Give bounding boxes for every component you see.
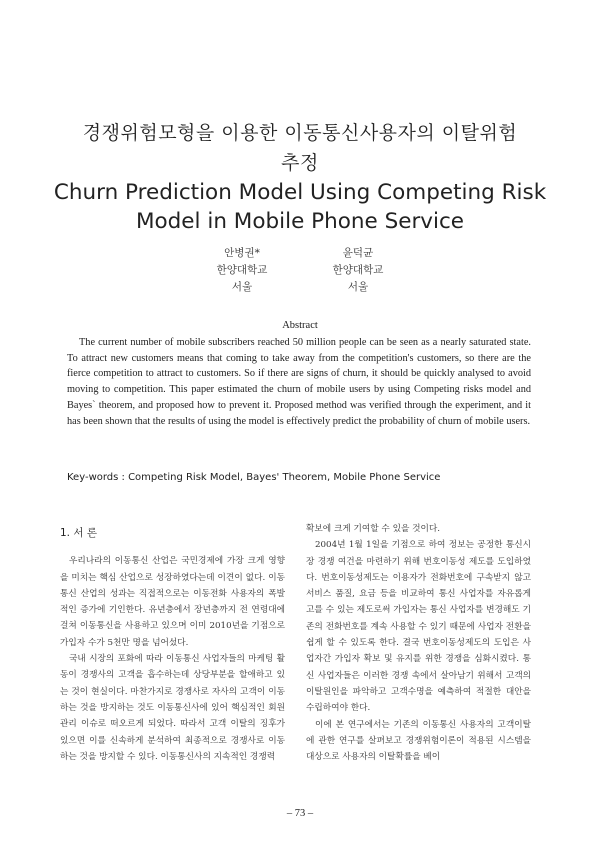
paragraph: 이에 본 연구에서는 기존의 이동통신 사용자의 고객이탈에 관한 연구를 살펴보고 경쟁위험이론이 적용된 시스템을 대상으로 사용자의 이탈확률을 베이 — [306, 719, 531, 763]
author-affiliation: 한양대학교 — [216, 264, 268, 276]
author-location: 서울 — [347, 281, 369, 293]
abstract-body — [67, 335, 531, 429]
title-korean-line1: 경쟁위험모형을 이용한 이동통신사용자의 이탈위험 — [82, 122, 518, 144]
author-2 — [303, 245, 413, 296]
paragraph: 확보에 크게 기여할 수 있을 것이다. — [306, 524, 441, 534]
right-column — [306, 521, 531, 765]
author-affiliation: 한양대학교 — [332, 264, 384, 276]
title-english-line1: Churn Prediction Model Using Competing Risk — [53, 180, 547, 205]
keywords: Key-words : Competing Risk Model, Bayes' Theorem, Mobile Phone Service — [67, 472, 441, 483]
section-heading: 1. 서 론 — [60, 527, 97, 539]
author-location: 서울 — [231, 281, 253, 293]
title-korean-line2: 추정 — [281, 152, 319, 174]
paragraph: 우리나라의 이동통신 산업은 국민경제에 가장 크게 영향을 미치는 핵심 산업으로 성장하였다는데 이견이 없다. 이동통신 산업의 성과는 직접적으로는 이동전화 사용자의 폭발적인 증가에 기인한다. 유년층에서 장년층까지 전 연령대에 걸쳐 이동통신을 사용하고 있으며 이미 2010년을 기점으로 가입자 수가 5천만 명을 넘어섰다. — [60, 556, 285, 648]
author-name: 안병권* — [224, 247, 260, 259]
page-number: – 73 – — [286, 808, 314, 819]
abstract-heading: Abstract — [282, 320, 318, 331]
author-name: 윤덕균 — [342, 247, 374, 259]
paragraph: 2004년 1월 1일을 기점으로 하여 정보는 공정한 통신시장 경쟁 여건을 마련하기 위해 번호이동성 제도를 도입하였다. 번호이동성제도는 이용자가 전화번호에 구속받지 않고 서비스 품질, 요금 등을 비교하여 통신 사업자를 자유롭게 고를 수 있는 제도로써 가입자는 통신 사업자를 변경해도 기존의 전화번호를 계속 사용할 수 있기 때문에 사업자 전환을 쉽게 할 수 있도록 한다. 결국 번호이동성제도의 도입은 사업자간 가입자 확보 및 유지를 위한 경쟁을 심화시켰다. 통신 사업자들은 이러한 경쟁 속에서 살아남기 위해서 고객의 이탈원인을 파악하고 고객수명을 예측하여 적절한 대안을 수립하여야 한다. — [306, 540, 531, 714]
title-english-line2: Model in Mobile Phone Service — [135, 209, 465, 234]
author-1 — [187, 245, 297, 296]
abstract-text: The current number of mobile subscribers reached 50 million people can be seen as a nearly saturated state. To attract new customers means that coming to take away from the competition's customers, so there are the fierce competition to attract to customers. So if there are signs of churn, it should be quickly analysed to avoid moving to competition. This paper estimated the churn of mobile users by using Competing risks model and Bayes` theorem, and proposed how to prevent it. Proposed method was verified through the experiment, and it has been shown that the results of using the model is effectively predict the probability of churn of mobile users. — [67, 337, 531, 427]
paragraph: 국내 시장의 포화에 따라 이동통신 사업자들의 마케팅 활동이 경쟁사의 고객을 흡수하는데 상당부분을 할애하고 있는 것이 현실이다. 마찬가지로 경쟁사로 자사의 고객이 이동하는 것을 방지하는 것도 이동통신사에 있어 핵심적인 회원관리 이슈로 떠오르게 되었다. 따라서 고객 이탈의 징후가 있으면 이를 신속하게 분석하여 최종적으로 경쟁사로 이동하는 것을 방지할 수 있다. 이동통신사의 지속적인 경쟁력 — [60, 654, 285, 762]
left-column — [60, 525, 285, 765]
